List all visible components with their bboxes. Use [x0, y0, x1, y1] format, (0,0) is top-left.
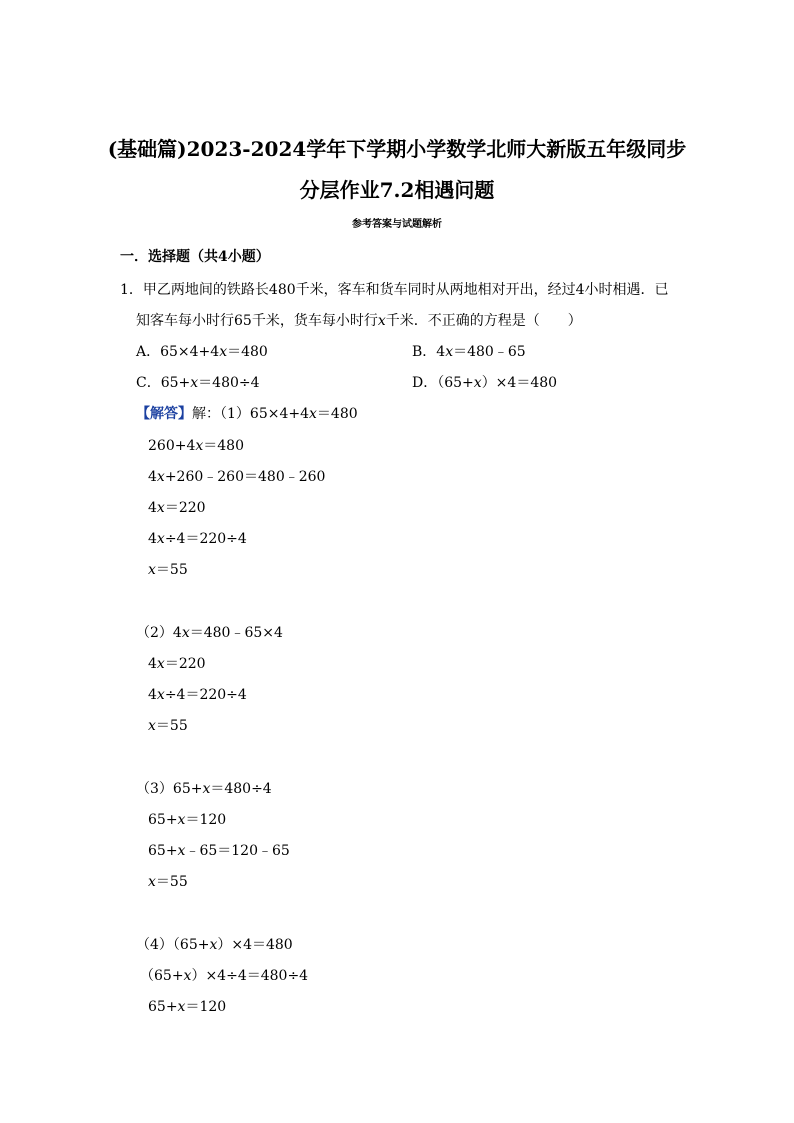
section-heading: 一．选择题（共4小题） [120, 249, 270, 265]
p1-step-2: 4x+260﹣260＝480﹣260 [148, 469, 326, 485]
document-title-line-1: (基础篇)2023-2024学年下学期小学数学北师大新版五年级同步 [107, 137, 687, 161]
p3-step-3: x＝55 [148, 874, 188, 890]
document-subtitle: 参考答案与试题解析 [352, 219, 442, 230]
option-d: D．（65+x）×4＝480 [412, 375, 558, 391]
option-a: A．65×4+4x＝480 [136, 344, 268, 360]
p4-step-2: 65+x＝120 [148, 999, 227, 1015]
p4-step-1: （65+x）×4÷4＝480÷4 [140, 968, 309, 984]
p1-step-1: 260+4x＝480 [148, 438, 244, 454]
p3-step-1: 65+x＝120 [148, 812, 227, 828]
question-line-2: 知客车每小时行65千米，货车每小时行x千米．不正确的方程是（ ） [136, 313, 582, 329]
p1-step-5: x＝55 [148, 562, 188, 578]
p2-step-2: 4x÷4＝220÷4 [148, 687, 247, 703]
p3-heading: （3）65+x＝480÷4 [136, 781, 272, 797]
p4-heading: （4）（65+x）×4＝480 [136, 937, 293, 953]
p2-step-3: x＝55 [148, 718, 188, 734]
option-c: C．65+x＝480÷4 [136, 375, 260, 391]
question-line-1: 1．甲乙两地间的铁路长480千米，客车和货车同时从两地相对开出，经过4小时相遇．已 [120, 282, 669, 298]
p2-step-1: 4x＝220 [148, 656, 206, 672]
p1-step-4: 4x÷4＝220÷4 [148, 531, 247, 547]
option-b: B．4x＝480﹣65 [412, 344, 526, 360]
p2-heading: （2）4x＝480﹣65×4 [136, 625, 283, 641]
document-title-line-2: 分层作业7.2相遇问题 [299, 178, 495, 202]
answer-tag: 【解答】 [136, 406, 192, 422]
answer-intro: 【解答】解：（1）65×4+4x＝480 [136, 406, 358, 422]
p3-step-2: 65+x﹣65＝120﹣65 [148, 843, 290, 859]
p1-step-3: 4x＝220 [148, 500, 206, 516]
